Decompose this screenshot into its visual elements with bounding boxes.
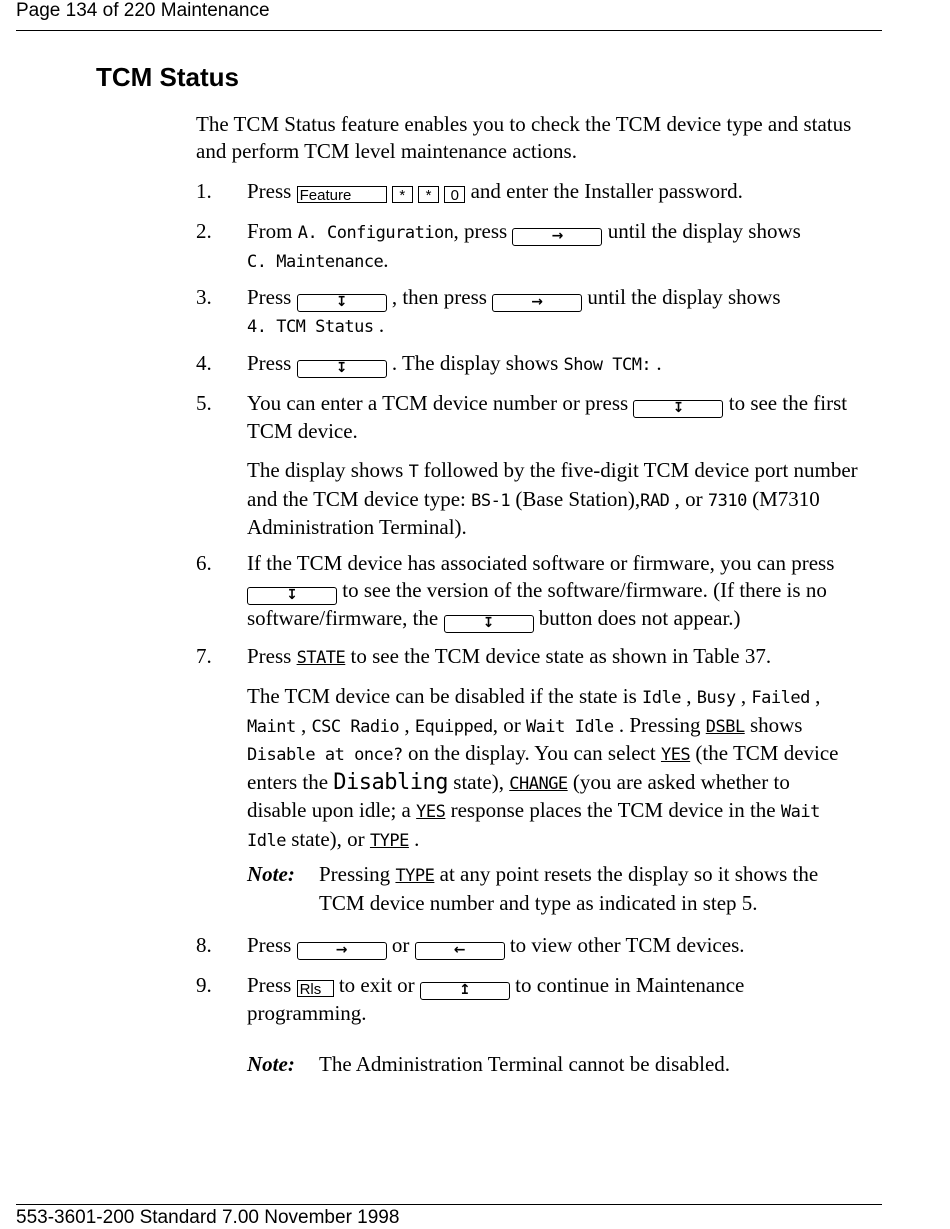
step-7-detail-text: (the TCM device (695, 741, 839, 765)
step-2-text-1: From (247, 219, 293, 243)
step-7-detail-text: The TCM device can be disabled if the state is (247, 684, 637, 708)
step-2-number: 2. (196, 219, 212, 243)
step-6-text-2: to see the version of the software/firmware. (If there is no (342, 577, 827, 602)
note-label: Note: (247, 1052, 295, 1076)
display-text: Disable at once? (247, 745, 403, 765)
step-4-number: 4. (196, 351, 212, 375)
display-text: Disabling (333, 769, 449, 795)
arrow-right-icon: → (297, 942, 387, 960)
page-header: Page 134 of 220 Maintenance (16, 0, 270, 21)
zero-key: 0 (444, 186, 465, 203)
note-label: Note: (247, 862, 295, 886)
step-8-text-1: Press (247, 933, 292, 957)
arrow-down-icon: ↧ (297, 294, 387, 312)
step-4-text-1: Press (247, 351, 292, 375)
step-7-text-2: to see the TCM device state as shown in Table 37. (350, 644, 772, 668)
step-1 (247, 178, 743, 205)
display-text: Idle (642, 688, 681, 708)
step-1-number: 1. (196, 179, 212, 203)
display-text: Wait (780, 802, 820, 822)
step-5-detail-text: followed by the five-digit TCM device port number (423, 458, 858, 482)
step-5-detail-text: (Base Station), (515, 486, 641, 511)
star-key: * (392, 186, 413, 203)
step-9-text-1: Press (247, 973, 292, 997)
note-1-text: at any point resets the display so it shows the (439, 862, 819, 886)
step-2 (247, 218, 801, 275)
step-7-detail-text: enters the (247, 769, 329, 794)
step-5-detail-text: (M7310 (752, 486, 820, 511)
step-7-detail-text: state), or (291, 826, 365, 851)
step-1-text-1: Press (247, 179, 292, 203)
step-3 (247, 284, 781, 341)
step-3-text-3: until the display shows (587, 285, 781, 309)
display-text: Maint (247, 716, 296, 737)
step-1-text-2: and enter the Installer password. (470, 179, 743, 203)
step-7 (247, 643, 771, 672)
note-1 (247, 861, 295, 888)
arrow-up-icon: ↥ (420, 982, 510, 1000)
step-2-text-4: . (383, 247, 389, 272)
arrow-left-icon: ← (415, 942, 505, 960)
display-text: T (408, 462, 419, 482)
note-2 (247, 1051, 295, 1078)
step-7-detail-text: . Pressing (618, 712, 701, 737)
step-7-number: 7. (196, 644, 212, 668)
arrow-right-icon: → (492, 294, 582, 312)
note-1-text: Pressing (319, 862, 391, 886)
display-text: Show TCM: (563, 355, 652, 375)
step-7-detail-text: state), (453, 769, 504, 794)
step-7-detail: The TCM device can be disabled if the state is Idle , Busy , Failed , Maint , CSC Radio , Equipped, or Wait Idle . Pressing DSBL shows Disable at once? on the display. You can select YES (the TCM device enters the Disabling state), CHANGE (you are asked whether to disable upon idle; a YES response places the TCM device in the Wait Idle state), or TYPE . (247, 684, 839, 851)
step-8-text-2: or (391, 933, 410, 957)
arrow-right-icon: → (512, 228, 602, 246)
softkey-label: STATE (296, 648, 346, 668)
step-6-text-1: If the TCM device has associated software or firmware, you can press (247, 551, 835, 575)
display-text: Wait Idle (525, 716, 614, 737)
step-5-text-2: to see the first (728, 391, 848, 415)
arrow-down-icon: ↧ (297, 360, 387, 378)
softkey-label: CHANGE (509, 773, 568, 794)
step-8-number: 8. (196, 933, 212, 957)
display-text: Equipped (414, 716, 493, 737)
step-9-text-2: to exit or (338, 973, 415, 997)
step-7-detail-text: on the display. You can select (408, 741, 656, 765)
softkey-label: TYPE (395, 866, 435, 886)
arrow-down-icon: ↧ (444, 615, 534, 633)
step-5-detail-text: and the TCM device type: (247, 486, 466, 511)
display-text: C. Maintenance (247, 251, 384, 272)
note-2-body (319, 1051, 730, 1078)
display-text: Failed (751, 688, 810, 708)
arrow-down-icon: ↧ (633, 400, 723, 418)
step-3-text-2: , then press (391, 285, 487, 309)
section-title: TCM Status (96, 62, 239, 92)
softkey-label: TYPE (369, 830, 409, 851)
step-7-detail-text: , or (492, 712, 521, 737)
step-7-detail-text: (you are asked whether to (572, 769, 790, 794)
display-text: 7310 (707, 490, 747, 511)
step-5-detail (247, 457, 858, 541)
step-3-text-4: . (378, 313, 385, 337)
note-2-text: The Administration Terminal cannot be disabled. (319, 1052, 731, 1076)
display-text: RAD (640, 490, 670, 511)
step-5-number: 5. (196, 391, 212, 415)
softkey-label: DSBL (705, 716, 745, 737)
step-3-text-1: Press (247, 285, 292, 309)
step-4-text-3: . (656, 351, 662, 375)
step-6-text-3: software/firmware, the (247, 605, 439, 630)
display-text: CSC Radio (311, 716, 400, 737)
softkey-label: YES (660, 745, 691, 765)
note-1-body (319, 861, 818, 916)
step-9-text-4: programming. (247, 1001, 367, 1025)
footer-divider (16, 1204, 882, 1205)
star-key: * (418, 186, 439, 203)
intro-line-2: and perform TCM level maintenance actions. (196, 138, 577, 163)
step-2-text-3: until the display shows (607, 219, 801, 243)
step-2-text-2: , press (453, 219, 508, 243)
step-5-detail-text: , or (674, 486, 703, 511)
display-text: Idle (247, 830, 286, 851)
step-4-text-2: . The display shows (391, 351, 559, 375)
step-5-text-3: TCM device. (247, 419, 358, 443)
step-5-text-1: You can enter a TCM device number or press (247, 391, 629, 415)
step-5 (247, 390, 847, 445)
step-4 (247, 350, 662, 379)
display-text: Busy (696, 688, 736, 708)
intro-line-1: The TCM Status feature enables you to check the TCM device type and status (196, 112, 852, 136)
feature-key: Feature (297, 186, 387, 203)
step-9-text-3: to continue in Maintenance (515, 973, 745, 997)
step-7-detail-text: shows (749, 712, 803, 737)
softkey-label: YES (416, 802, 446, 822)
step-8-text-3: to view other TCM devices. (509, 933, 745, 957)
step-7-text-1: Press (247, 644, 292, 668)
header-divider (16, 30, 882, 31)
step-5-detail-text: Administration Terminal). (247, 515, 467, 539)
arrow-down-icon: ↧ (247, 587, 337, 605)
step-9-number: 9. (196, 973, 212, 997)
note-1-text: TCM device number and type as indicated in step 5. (319, 890, 758, 915)
step-7-detail-text: response places the TCM device in the (450, 798, 776, 822)
step-7-detail-text: . (414, 826, 420, 851)
step-8 (247, 932, 745, 960)
step-6-text-4: button does not appear.) (538, 605, 741, 630)
page-footer: 553-3601-200 Standard 7.00 November 1998 (16, 1207, 400, 1228)
step-6 (247, 550, 834, 633)
step-5-detail-text: The display shows (247, 458, 404, 482)
rls-key: Rls (297, 980, 334, 997)
intro-paragraph (196, 111, 851, 164)
display-text: BS-1 (471, 490, 511, 511)
step-9 (247, 972, 744, 1027)
display-text: A. Configuration (297, 223, 454, 243)
display-text: 4. TCM Status (247, 317, 374, 337)
step-6-number: 6. (196, 551, 212, 575)
step-7-detail-text: disable upon idle; a (247, 798, 411, 822)
step-3-number: 3. (196, 285, 212, 309)
